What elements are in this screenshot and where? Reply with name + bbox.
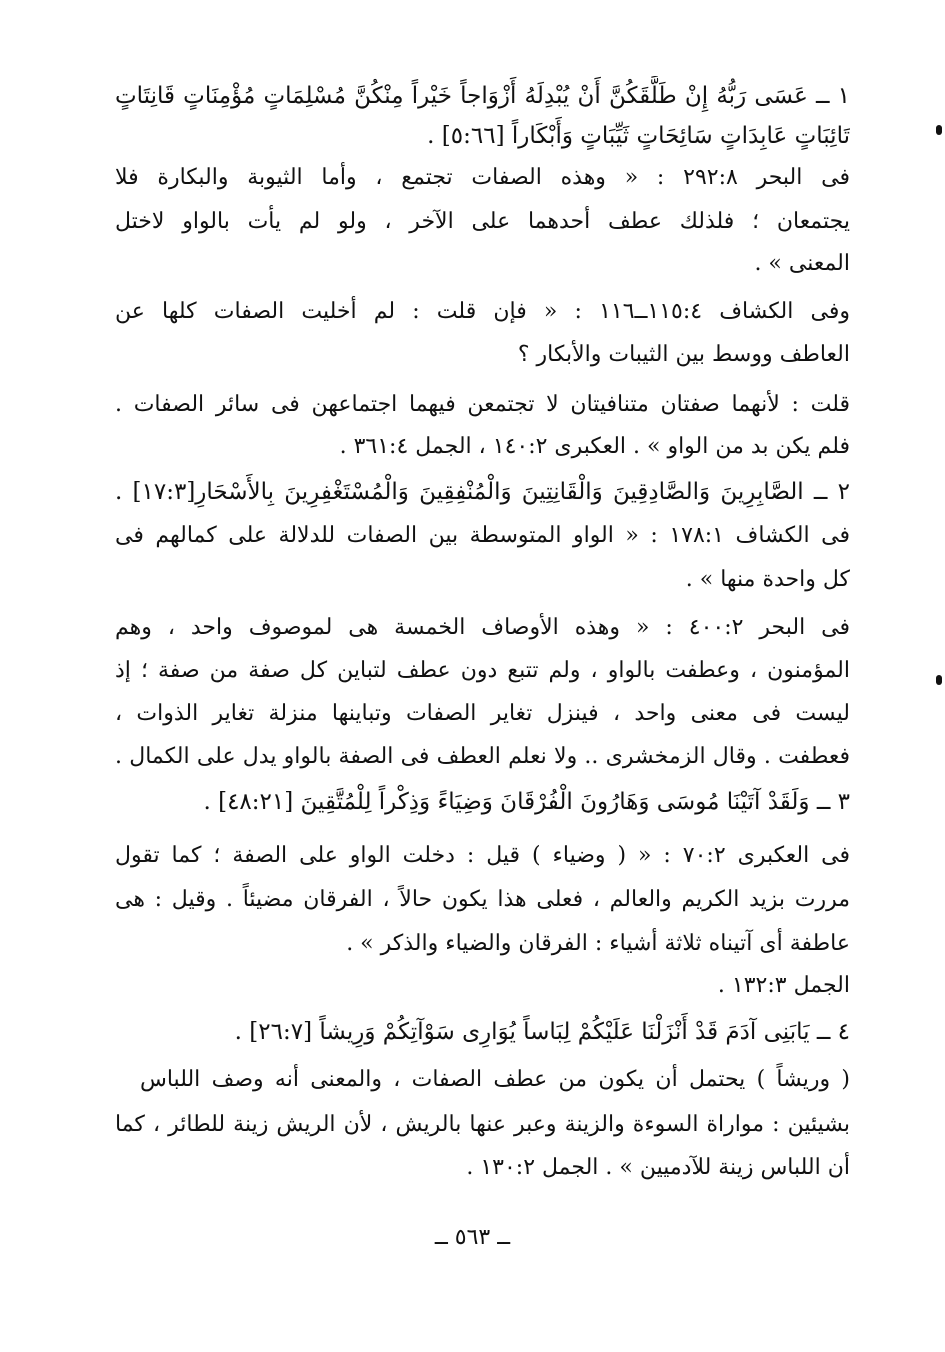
commentary-line: ليست فى معنى واحد ، فينزل تغاير الصفات وتباينها منزلة تغاير الذوات ، — [115, 701, 850, 726]
commentary-line: فلم يكن بد من الواو » . العكبرى ١٤٠:٢ ، الجمل ٣٦١:٤ . — [339, 434, 850, 459]
commentary-line: قلت : لأنهما صفتان متنافيتان لا تجتمعن فيهما اجتماعهن فى سائر الصفات . — [115, 392, 850, 417]
commentary-line: أن اللباس زينة للآدميين » . الجمل ١٣٠:٢ . — [466, 1155, 850, 1180]
verse-1-line-2: تَائِبَاتٍ عَابِدَاتٍ سَائِحَاتٍ ثَيِّبَاتٍ وَأَبْكَاراً [٥:٦٦] . — [427, 123, 850, 149]
page-number: ــ ٥٦٣ ــ — [434, 1225, 511, 1250]
scan-edge-mark — [936, 675, 942, 685]
commentary-line: وفى الكشاف ١١٥:٤ــ١١٦ : « فإن قلت : لم أخليت الصفات كلها عن — [115, 299, 850, 324]
commentary-line: فى الكشاف ١٧٨:١ : « الواو المتوسطة بين الصفات للدلالة على كمالهم فى — [115, 523, 850, 548]
scan-edge-mark — [936, 125, 942, 135]
verse-4: ٤ ــ يَابَنِى آدَمَ قَدْ أَنْزَلْنَا عَلَيْكُمْ لِبَاساً يُوَارِى سَوْآتِكُمْ وَرِيشاً [٢٦:٧] . — [234, 1019, 850, 1045]
commentary-line: عاطفة أى آتيناه ثلاثة أشياء : الفرقان والضياء والذكر » . — [346, 931, 850, 956]
commentary-line: فعطفت . وقال الزمخشرى .. ولا نعلم العطف فى الصفة بالواو يدل على الكمال . — [115, 744, 850, 769]
commentary-line: المعنى » . — [754, 251, 850, 276]
commentary-line: فى العكبرى ٧٠:٢ : « ( وضياء ) قيل : دخلت الواو على الصفة ؛ كما تقول — [115, 843, 850, 868]
verse-2: ٢ ــ الصَّابِرِينَ وَالصَّادِقِينَ وَالْقَانِتِينَ وَالْمُنْفِقِينَ وَالْمُسْتَغْفِرِينَ بِالأَسْحَارِ[١٧:٣] . — [115, 479, 850, 505]
commentary-line: العاطف ووسط بين الثيبات والأبكار ؟ — [517, 342, 850, 367]
commentary-line: يجتمعان ؛ فلذلك عطف أحدهما على الآخر ، ولو لم يأت بالواو لاختل — [115, 209, 850, 234]
commentary-line: ( وريشاً ) يحتمل أن يكون من عطف الصفات ، والمعنى أنه وصف اللباس — [140, 1067, 850, 1092]
verse-1-line-1: ١ ــ عَسَى رَبُّهُ إِنْ طَلَّقَكُنَّ أَنْ يُبْدِلَهُ أَزْوَاجاً خَيْراً مِنْكُنَّ مُسْلِمَاتٍ مُؤْمِنَاتٍ قَانِتَاتٍ — [115, 83, 850, 109]
commentary-line: مررت بزيد الكريم والعالم ، فعلى هذا يكون حالاً ، الفرقان مضيئاً . وقيل : هى — [115, 887, 850, 912]
commentary-line: كل واحدة منها » . — [685, 567, 850, 592]
commentary-line: فى البحر ٢٩٢:٨ : « وهذه الصفات تجتمع ، وأما الثيوبة والبكارة فلا — [115, 165, 850, 190]
commentary-line: المؤمنون ، وعطفت بالواو ، ولم تتبع دون عطف لتباين كل صفة من صفة ؛ إذ — [115, 658, 850, 683]
verse-3: ٣ ــ وَلَقَدْ آتَيْنَا مُوسَى وَهَارُونَ الْفُرْقَانَ وَضِيَاءً وَذِكْراً لِلْمُتَّقِينَ [٤٨:٢١] . — [203, 789, 850, 815]
commentary-line: فى البحر ٤٠٠:٢ : « وهذه الأوصاف الخمسة هى لموصوف واحد ، وهم — [115, 615, 850, 640]
commentary-line: الجمل ١٣٢:٣ . — [717, 973, 850, 998]
commentary-line: بشيئين : مواراة السوءة والزينة وعبر عنها بالريش ، لأن الريش زينة للطائر ، كما — [115, 1112, 850, 1137]
